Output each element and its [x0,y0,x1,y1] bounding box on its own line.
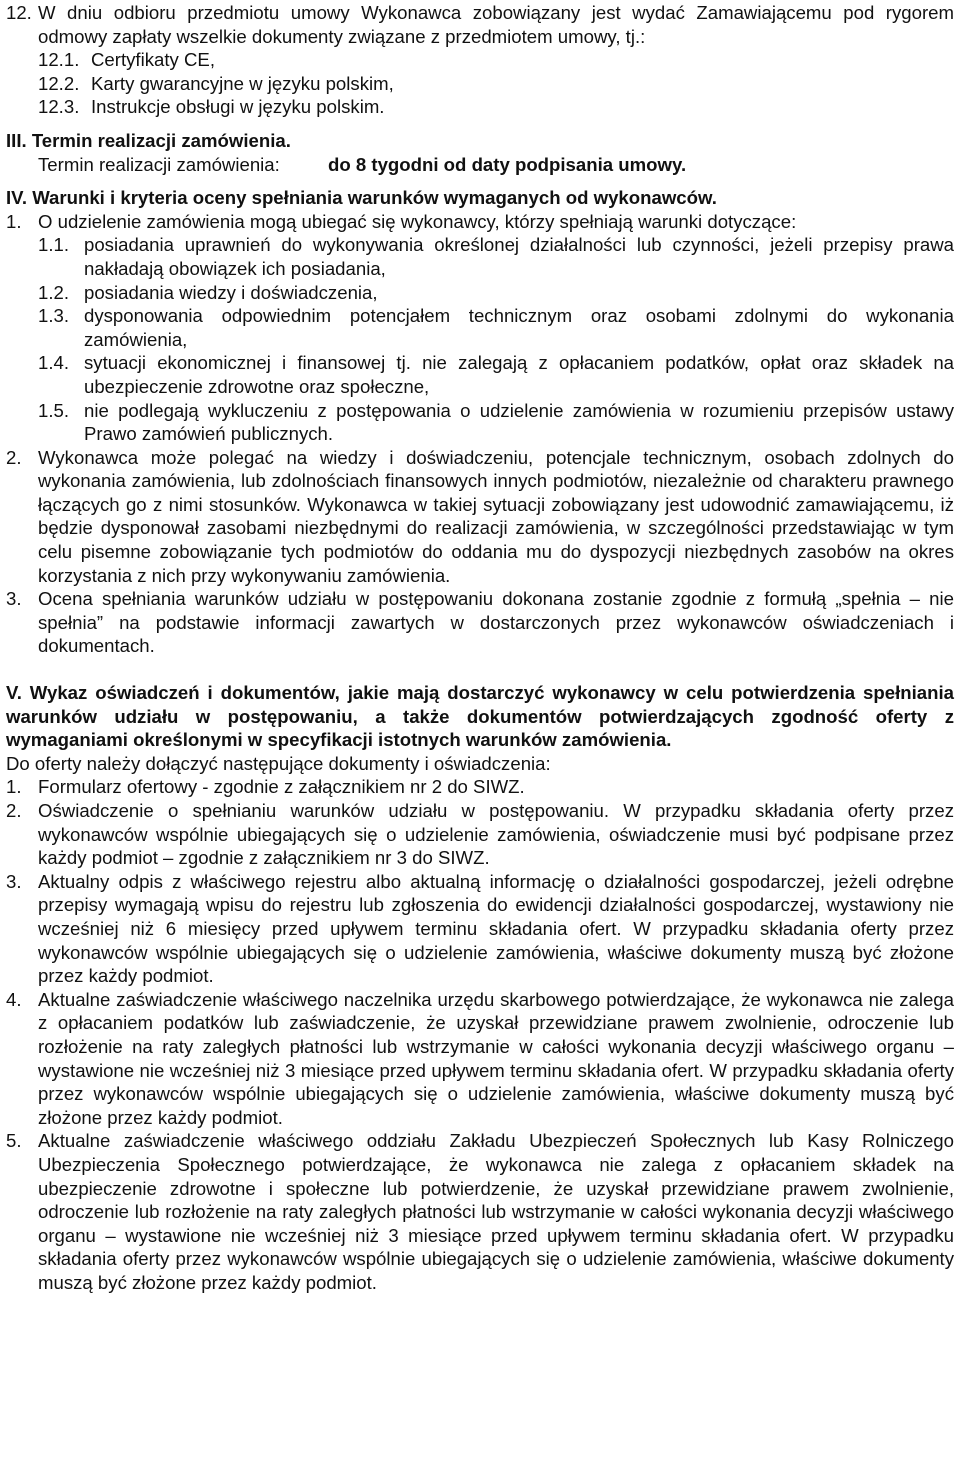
item-text: posiadania wiedzy i doświadczenia, [84,281,378,303]
item-text: Karty gwarancyjne w języku polskim, [91,72,394,94]
term-row [6,153,954,177]
item-number: 1.1. [38,234,70,256]
clause-12 [6,1,954,48]
clause-number: 3. [6,588,22,610]
item-number: 1.2. [38,281,70,303]
list-item [6,95,954,119]
clause-text: Ocena spełniania warunków udziału w postępowaniu dokonana zostanie zgodnie z formułą „spełnia – nie spełnia” na podstawie informacji zawartych w dostarczonych przez wykonawców oświadczeniach i dokumentach. [38,588,954,657]
section-heading-iv: IV. Warunki i kryteria oceny spełniania warunków wymaganych od wykonawców. [6,187,717,209]
list-item [6,775,954,799]
item-number: 1. [6,776,22,798]
item-number: 3. [6,870,22,892]
item-text: sytuacji ekonomicznej i finansowej tj. nie zalegają z opłacaniem podatków, opłat oraz składek na ubezpieczenie zdrowotne oraz społeczne, [84,352,954,397]
list-item [6,351,954,398]
item-text: Aktualny odpis z właściwego rejestru albo aktualną informację o działalności gospodarczej, jeżeli odrębne przepisy wymagają wpisu do rejestru lub zgłoszenia do ewidencji działalności gospodarczej, wystawiony nie wcześniej niż 6 miesięcy przed upływem terminu składania ofert. W przypadku składania oferty przez wykonawców wspólnie ubiegających się o udzielenie zamówienia, właściwe dokumenty muszą być złożone przez każdy podmiot. [38,870,954,987]
item-number: 1.4. [38,352,70,374]
section-intro: Do oferty należy dołączyć następujące dokumenty i oświadczenia: [6,752,551,774]
clause-3 [6,587,954,658]
list-item [6,1129,954,1294]
item-number: 12.3. [38,96,80,118]
term-label: Termin realizacji zamówienia: [38,153,280,175]
term-value: do 8 tygodni od daty podpisania umowy. [328,153,687,175]
item-text: dysponowania odpowiednim potencjałem technicznym oraz osobami zdolnymi do wykonania zamówienia, [84,305,954,350]
clause-2 [6,446,954,588]
section-heading-iii: III. Termin realizacji zamówienia. [6,129,291,151]
list-item [6,399,954,446]
clause-1 [6,210,954,234]
clause-text: W dniu odbioru przedmiotu umowy Wykonawca zobowiązany jest wydać Zamawiającemu pod rygorem odmowy zapłaty wszelkie dokumenty związane z przedmiotem umowy, tj.: [38,2,954,47]
item-number: 12.2. [38,72,80,94]
list-item [6,72,954,96]
list-item [6,870,954,988]
item-number: 4. [6,988,22,1010]
item-text: Instrukcje obsługi w języku polskim. [91,96,385,118]
list-item [6,281,954,305]
item-number: 2. [6,800,22,821]
item-text: Oświadczenie o spełnianiu warunków udziału w postępowaniu. W przypadku składania oferty przez wykonawców wspólnie ubiegających się o udzielenie zamówienia, oświadczenie musi być podpisane przez każdy podmiot – zgodnie z załącznikiem nr 3 do SIWZ. [38,800,954,869]
item-number: 12.1. [38,49,80,71]
clause-number: 2. [6,446,22,468]
item-text: Aktualne zaświadczenie właściwego naczelnika urzędu skarbowego potwierdzające, że wykonawca nie zalega z opłacaniem podatków lub zaświadczenie, że uzyskał przewidziane prawem zwolnienie, odroczenie lub rozłożenie na raty zaległych płatności lub wstrzymanie w całości wykonania decyzji właściwego organu – wystawione nie wcześniej niż 3 miesiące przed upływem terminu składania ofert. W przypadku składania oferty przez wykonawców wspólnie ubiegających się o udzielenie zamówienia, właściwe dokumenty muszą być złożone przez każdy podmiot. [38,988,954,1128]
item-number: 5. [6,1130,22,1152]
list-item [6,48,954,72]
item-text: Aktualne zaświadczenie właściwego oddziału Zakładu Ubezpieczeń Społecznych lub Kasy Rolniczego Ubezpieczenia Społecznego potwierdzające, że wykonawca nie zalega z opłacaniem składek na ubezpieczenie zdrowotne i społeczne lub potwierdzenie, że uzyskał przewidziane prawem zwolnienie, odroczenie lub rozłożenie na raty zaległych płatności lub wstrzymanie w całości wykonania decyzji właściwego organu – wystawione nie wcześniej niż 3 miesiące przed upływem terminu składania ofert. W przypadku składania oferty przez wykonawców wspólnie ubiegających się o udzielenie zamówienia, właściwe dokumenty muszą być złożone przez każdy podmiot. [38,1130,954,1293]
item-text: Formularz ofertowy - zgodnie z załącznikiem nr 2 do SIWZ. [38,776,525,798]
list-item [6,233,954,280]
clause-number: 1. [6,210,22,232]
list-item [6,304,954,351]
list-item [6,988,954,1130]
section-heading-v: V. Wykaz oświadczeń i dokumentów, jakie mają dostarczyć wykonawcy w celu potwierdzenia spełniania warunków udziału w postępowaniu, a także dokumentów potwierdzających zgodność oferty z wymaganiami określonymi w specyfikacji istotnych warunków zamówienia. [6,682,954,751]
item-text: posiadania uprawnień do wykonywania określonej działalności lub czynności, jeżeli przepisy prawa nakładają obowiązek ich posiadania, [84,234,954,279]
item-text: Certyfikaty CE, [91,49,215,71]
item-number: 1.5. [38,399,70,421]
clause-text: Wykonawca może polegać na wiedzy i doświadczeniu, potencjale technicznym, osobach zdolnych do wykonania zamówienia, lub zdolnościach finansowych innych podmiotów, niezależnie od charakteru prawnego łączących go z nimi stosunków. Wykonawca w takiej sytuacji zobowiązany jest udowodnić zamawiającemu, iż będzie dysponował zasobami niezbędnymi do realizacji zamówienia, w szczególności przedstawiając w tym celu pisemne zobowiązanie tych podmiotów do oddania mu do dyspozycji niezbędnych zasobów na okres korzystania z nich przy wykonywaniu zamówienia. [38,446,954,586]
clause-text: O udzielenie zamówienia mogą ubiegać się wykonawcy, którzy spełniają warunki dotyczące: [38,210,797,232]
clause-number: 12. [6,2,32,23]
list-item [6,799,954,870]
item-number: 1.3. [38,305,70,327]
item-text: nie podlegają wykluczeniu z postępowania o udzielenie zamówienia w rozumieniu przepisów ustawy Prawo zamówień publicznych. [84,399,954,445]
